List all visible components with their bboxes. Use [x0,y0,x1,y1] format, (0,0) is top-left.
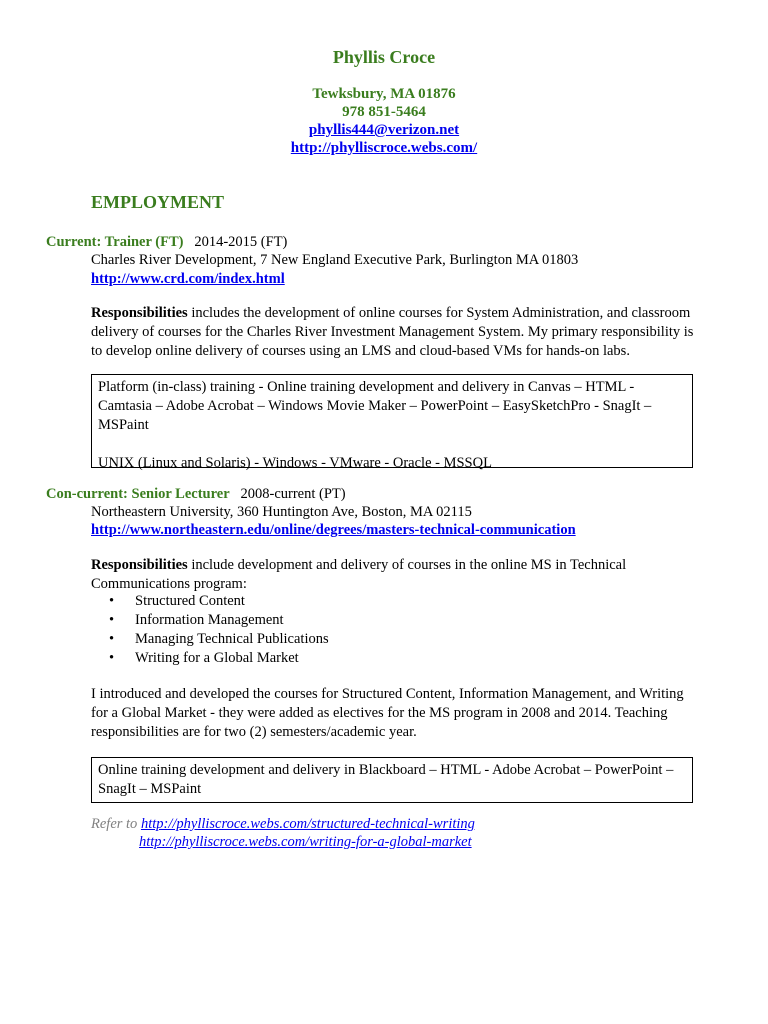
address-line: Tewksbury, MA 01876 [312,86,456,102]
job2-skills-box [91,757,693,803]
job1-url-line [91,270,285,289]
email-line [0,122,768,139]
list-item: • Writing for a Global Market [91,649,329,668]
phone-number: 978 851-5464 [342,104,426,120]
list-item: • Information Management [91,611,329,630]
job1-skills-1: Platform (in-class) training - Online training development and delivery in Canvas – HTML - Camtasia – Adobe Acrobat – Windows Movie Maker – PowerPoint – EasySketchPro - SnagIt – MSPaint [98,379,652,433]
email-link[interactable]: phyllis444@verizon.net [308,122,460,138]
job1-employer: Charles River Development, 7 New England Executive Park, Burlington MA 01803 [91,252,579,268]
job2-resp-label: Responsibilities [91,557,188,573]
job2-url-line [91,521,576,540]
job2-heading [46,485,346,504]
job2-responsibilities [91,556,701,594]
list-item: • Managing Technical Publications [91,630,329,649]
refer-line [91,815,475,834]
job1-resp-text: includes the development of online courses for System Administration, and classroom delivery of courses for the Charles River Investment Management System. My primary responsibility is to develop online delivery of courses using an LMS and cloud-based VMs for hands-on labs. [91,305,694,359]
job1-resp-label: Responsibilities [91,305,188,321]
refer-line-2 [139,833,472,852]
list-item: • Structured Content [91,592,329,611]
section-title-employment: EMPLOYMENT [91,192,224,212]
job1-dates: 2014-2015 (FT) [194,234,288,250]
refer-link-structured-writing[interactable]: http://phylliscroce.webs.com/structured-technical-writing [140,816,475,832]
job2-intro-paragraph: I introduced and developed the courses for Structured Content, Information Management, and Writing for a Global Market - they were added as electives for the MS program in 2008 and 2014. Teaching responsibilities are for two (2) semesters/academic year. [91,686,684,740]
job2-role: Con-current: Senior Lecturer [46,486,230,502]
job1-skills-box [91,374,693,471]
job2-url-link[interactable]: http://www.northeastern.edu/online/degrees/masters-technical-communication [91,522,576,538]
job2-skills: Online training development and delivery in Blackboard – HTML - Adobe Acrobat – PowerPoint –SnagIt – MSPaint [98,762,674,797]
job1-heading [46,233,287,252]
job2-employer: Northeastern University, 360 Huntington Ave, Boston, MA 02115 [91,504,472,520]
job1-url-link[interactable]: http://www.crd.com/index.html [91,271,285,287]
job2-dates: 2008-current (PT) [240,486,346,502]
refer-label: Refer to [91,816,138,832]
job1-responsibilities [91,304,701,361]
refer-link-global-market[interactable]: http://phylliscroce.webs.com/writing-for-a-global-market [139,834,472,850]
website-link[interactable]: http://phylliscroce.webs.com/ [290,140,478,156]
resume-name: Phyllis Croce [332,47,436,67]
job2-resp-text: include development and delivery of courses in the online MS in Technical Communications program: [91,557,627,592]
website-line [0,140,768,157]
job1-role: Current: Trainer (FT) [46,234,184,250]
course-list [91,592,329,668]
job1-skills-2: UNIX (Linux and Solaris) - Windows - VMware - Oracle - MSSQL [98,455,492,471]
